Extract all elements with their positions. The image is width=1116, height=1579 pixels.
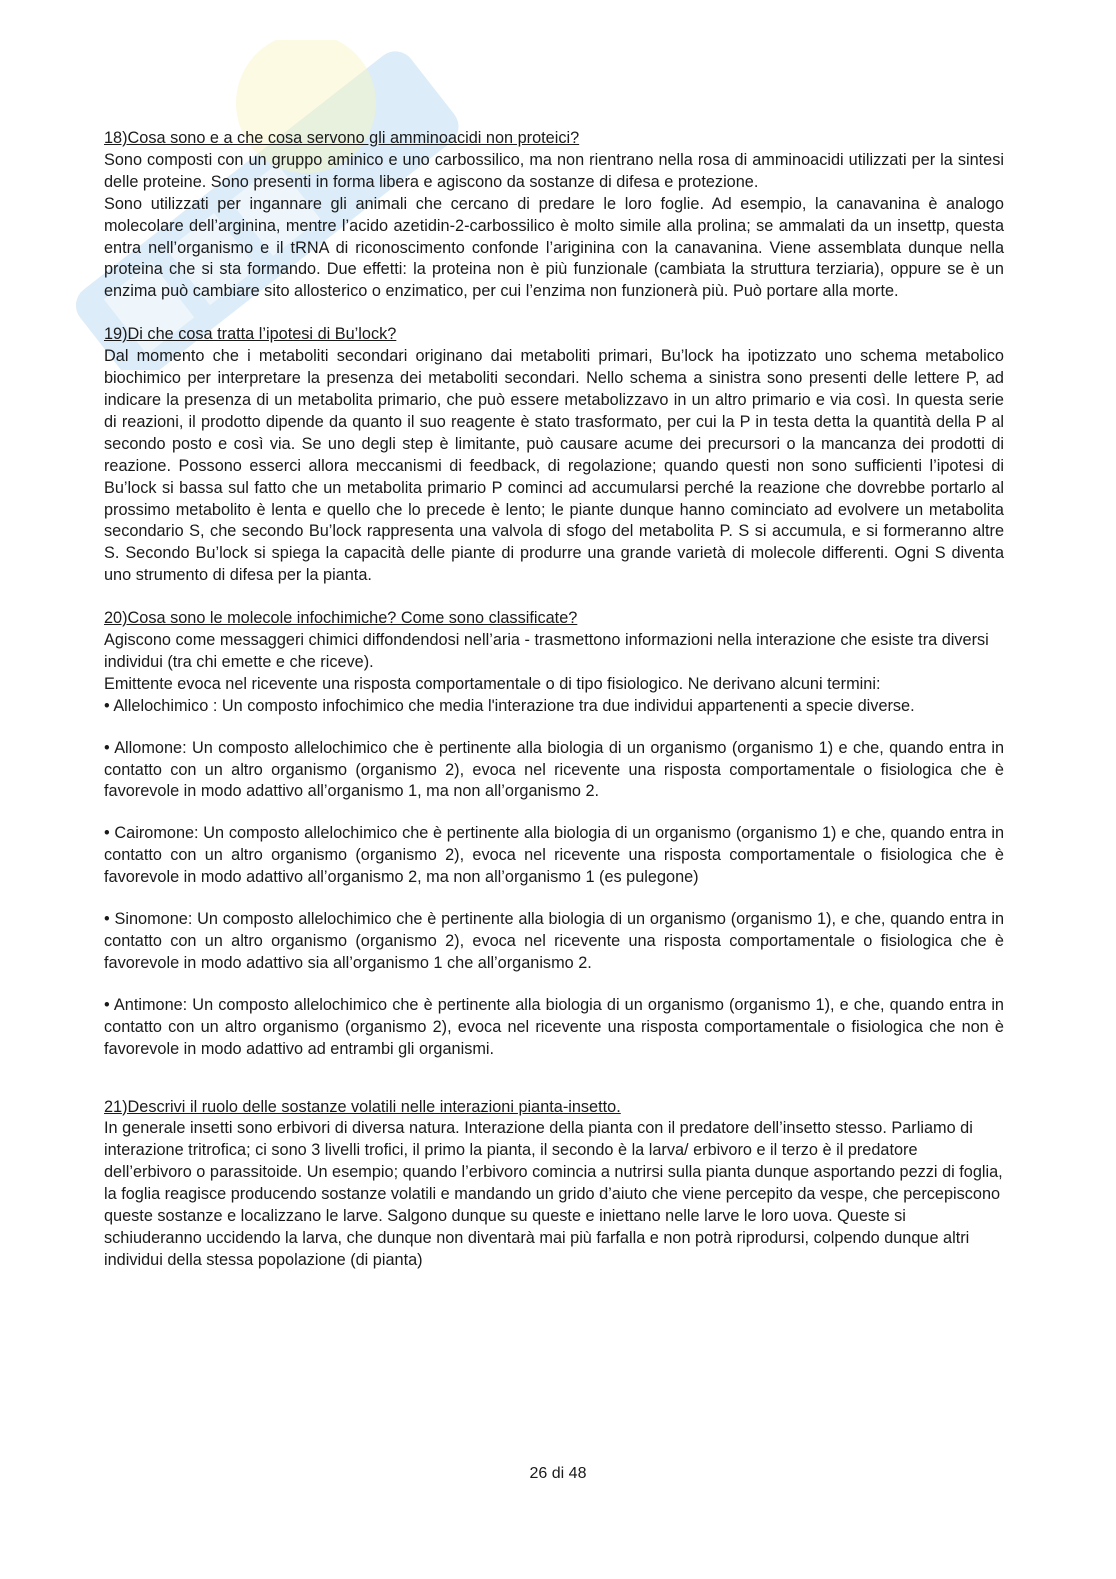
paragraph: Sono composti con un gruppo aminico e uno carbossilico, ma non rientrano nella rosa di amminoacidi utilizzati per la sintesi delle proteine. Sono presenti in forma libera e agiscono da sostanze di difesa e protezione. <box>104 150 1004 191</box>
section-18 <box>104 128 1004 303</box>
section-title: 20)Cosa sono le molecole infochimiche? Come sono classificate? <box>104 609 578 628</box>
paragraph: In generale insetti sono erbivori di diversa natura. Interazione della pianta con il predatore dell’insetto stesso. Parliamo di interazione tritrofica; ci sono 3 livelli trofici, il primo la pianta, il secondo è la larva/ erbivoro e il terzo è il predatore dell’erbivoro o parassitoide. Un esempio; quando l’erbivoro comincia a nutrirsi sulla pianta dunque asportando pezzi di foglia, la foglia reagisce producendo sostanze volatili e mandando un grido d’aiuto che viene percepito da vespe, che percepiscono queste sostanze e localizzano le larve. Salgono dunque su queste e iniettano nelle larve le loro uova. Queste si schiuderanno uccidendo la larva, che dunque non diventarà mai più farfalla e non potrà riprodursi, colpendo dunque altri individui della stessa popolazione (di pianta) <box>104 1119 1003 1269</box>
section-21 <box>104 1097 1004 1272</box>
bullet-allelochimico: • Allelochimico : Un composto infochimico che media l'interazione tra due individui appartenenti a specie diverse. <box>104 696 915 715</box>
section-title: 19)Di che cosa tratta l’ipotesi di Bu’lock? <box>104 325 397 344</box>
bullet-sinomone: • Sinomone: Un composto allelochimico che è pertinente alla biologia di un organismo (organismo 1), e che, quando entra in contatto con un altro organismo (organismo 2), evoca nel ricevente una risposta comportamentale o fisiologica che è favorevole in modo adattivo sia all’organismo 1 che all’organismo 2. <box>104 910 1004 972</box>
section-20 <box>104 608 1004 1060</box>
bullet-antimone: • Antimone: Un composto allelochimico che è pertinente alla biologia di un organismo (organismo 1), e che, quando entra in contatto con un altro organismo (organismo 2), evoca nel ricevente una risposta comportamentale o fisiologica che non è favorevole in modo adattivo ad entrambi gli organismi. <box>104 995 1004 1058</box>
paragraph: Emittente evoca nel ricevente una risposta comportamentale o di tipo fisiologico. Ne derivano alcuni termini: <box>104 674 881 693</box>
section-title: 21)Descrivi il ruolo delle sostanze volatili nelle interazioni pianta-insetto. <box>104 1097 621 1116</box>
page-number: 26 di 48 <box>529 1465 587 1482</box>
section-title: 18)Cosa sono e a che cosa servono gli amminoacidi non proteici? <box>104 129 580 147</box>
bullet-allomone: • Allomone: Un composto allelochimico che è pertinente alla biologia di un organismo (organismo 1) e che, quando entra in contatto con un altro organismo (organismo 2), evoca nel ricevente una risposta comportamentale o fisiologica che è favorevole in modo adattivo all’organismo 1, ma non all’organismo 2. <box>104 738 1004 801</box>
page-content <box>104 128 1004 1293</box>
section-19 <box>104 324 1004 587</box>
paragraph: Dal momento che i metaboliti secondari originano dai metaboliti primari, Bu’lock ha ipotizzato uno schema metabolico biochimico per interpretare la presenza dei metaboliti secondari. Nello schema a sinistra sono presenti delle lettere P, ad indicare la presenza di un metabolita primario, che può essere metabolizzavo in un altro primario e via così. In questa serie di reazioni, il prodotto dipende da quanto il suo reagente è stato trasformato, per cui la P in testa detta la quantità della P al secondo posto e così via. Se uno degli step è limitante, può causare acume dei precursori o la mancanza dei prodotti di reazione. Possono esserci allora meccanismi di feedback, di regolazione; quando questi non sono sufficienti l’ipotesi di Bu’lock si bassa sul fatto che un metabolita primario P cominci ad accumularsi perché la reazione che dovrebbe portarlo al prossimo metabolito è lenta e quello che lo precede è lento; le piante dunque hanno cominciato ad evolvere un metabolita secondario S, che secondo Bu’lock rappresenta una valvola di sfogo del metabolita P. S si accumula, e si formeranno altre S. Secondo Bu’lock si spiega la capacità delle piante di produrre una grande varietà di molecole differenti. Ogni S diventa uno strumento di difesa per la pianta. <box>104 347 1004 585</box>
paragraph: Agiscono come messaggeri chimici diffondendosi nell’aria - trasmettono informazioni nella interazione che esiste tra diversi individui (tra chi emette e che riceve). <box>104 631 989 671</box>
paragraph: Sono utilizzati per ingannare gli animali che cercano di predare le loro foglie. Ad esempio, la canavanina è analogo molecolare dell’arginina, mentre l’acido azetidin-2-carbossilico è molto simile alla prolina; se ammalati da un insettp, questa entra nell’organismo e il tRNA di riconoscimento confonde l’ariginina con la canavanina. Viene assemblata dunque nella proteina che si sta formando. Due effetti: la proteina non è più funzionale (cambiata la struttura terziaria), oppure se è un enzima può cambiare sito allosterico o enzimatico, per cui l’enzima non funzionerà più. Può portare alla morte. <box>104 194 1004 301</box>
bullet-cairomone: • Cairomone: Un composto allelochimico che è pertinente alla biologia di un organismo (organismo 1) e che, quando entra in contatto con un altro organismo (organismo 2), evoca nel ricevente una risposta comportamentale o fisiologica che è favorevole in modo adattivo all’organismo 2, ma non all’organismo 1 (es pulegone) <box>104 824 1004 887</box>
